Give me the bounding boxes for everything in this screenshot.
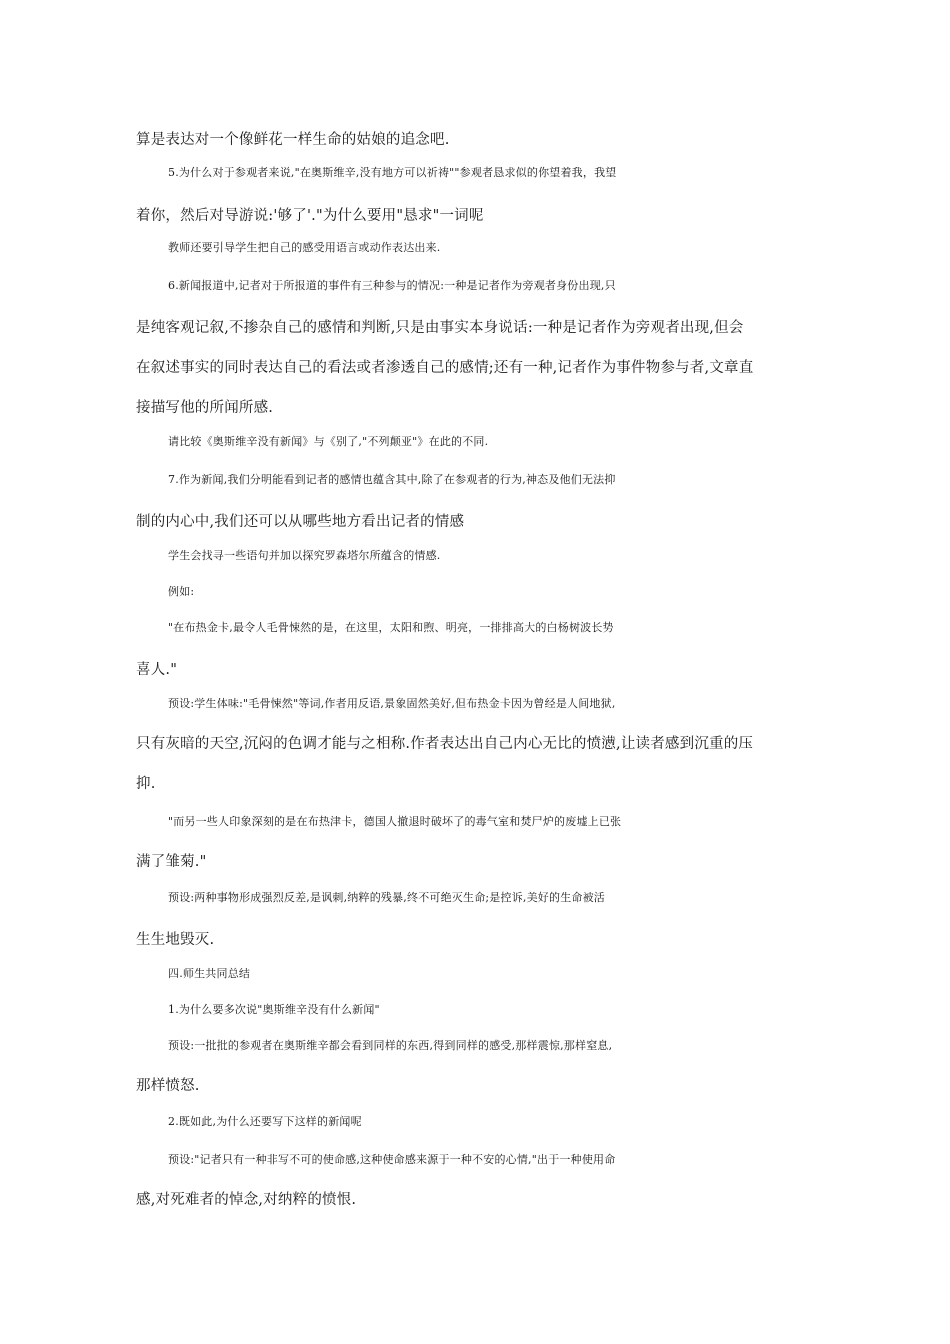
text-line: 预设:"记者只有一种非写不可的使命感,这种使命感来源于一种不安的心情,"出于一种使用命: [168, 1153, 616, 1166]
text-line: 感,对死难者的悼念,对纳粹的愤恨.: [136, 1192, 357, 1208]
question-6: 6.新闻报道中,记者对于所报道的事件有三种参与的情况:一种是记者作为旁观者身份出现,只: [168, 279, 616, 292]
text-line: 预设:一批批的参观者在奥斯维辛都会看到同样的东西,得到同样的感受,那样震惊,那样窒息,: [168, 1039, 613, 1052]
question-5: 5.为什么对于参观者来说,"在奥斯维辛,没有地方可以祈祷""参观者恳求似的你望着我，我望: [168, 166, 617, 179]
text-line: 制的内心中,我们还可以从哪些地方看出记者的情感: [136, 514, 465, 530]
summary-question-1: 1.为什么要多次说"奥斯维辛没有什么新闻": [168, 1003, 380, 1016]
text-line: 预设:两种事物形成强烈反差,是讽刺,纳粹的残暴,终不可绝灭生命;是控诉,美好的生命被活: [168, 891, 605, 904]
text-line: 只有灰暗的天空,沉闷的色调才能与之相称.作者表达出自己内心无比的愤懑,让读者感到沉重的压: [136, 736, 754, 752]
quote-1: "在布热金卡,最令人毛骨悚然的是，在这里，太阳和煦、明亮，一排排高大的白杨树波长势: [168, 621, 614, 634]
quote-2: "而另一些人印象深刻的是在布热津卡，德国人撤退时破坏了的毒气室和焚尸炉的废墟上已张: [168, 815, 622, 828]
text-line: 教师还要引导学生把自己的感受用语言或动作表达出来.: [168, 241, 441, 254]
summary-question-2: 2.既如此,为什么还要写下这样的新闻呢: [168, 1115, 362, 1128]
text-line: 着你，然后对导游说:'够了'."为什么要用"恳求"一词呢: [136, 208, 484, 224]
text-line: 请比较《奥斯维辛没有新闻》与《别了,"不列颠亚"》在此的不同.: [168, 435, 489, 448]
text-line: 算是表达对一个像鲜花一样生命的姑娘的追念吧.: [136, 132, 450, 148]
text-line: 抑.: [136, 776, 156, 792]
question-7: 7.作为新闻,我们分明能看到记者的感情也蕴含其中,除了在参观者的行为,神态及他们无法抑: [168, 473, 616, 486]
text-line: 喜人.": [136, 662, 178, 678]
text-line: 生生地毁灭.: [136, 932, 215, 948]
text-line: 是纯客观记叙,不掺杂自己的感情和判断,只是由事实本身说话:一种是记者作为旁观者出现,但会: [136, 320, 744, 336]
text-line: 满了雏菊.": [136, 854, 207, 870]
text-line: 接描写他的所闻所感.: [136, 400, 274, 416]
text-line: 在叙述事实的同时表达自己的看法或者渗透自己的感情;还有一种,记者作为事件物参与者,文章直: [136, 360, 754, 376]
text-line: 例如:: [168, 585, 195, 598]
text-line: 学生会找寻一些语句并加以探究罗森塔尔所蕴含的情感.: [168, 549, 441, 562]
text-line: 那样愤怒.: [136, 1078, 200, 1094]
section-heading: 四.师生共同总结: [168, 967, 251, 980]
text-line: 预设:学生体味:"毛骨悚然"等词,作者用反语,景象固然美好,但布热金卡因为曾经是人间地狱,: [168, 697, 616, 710]
